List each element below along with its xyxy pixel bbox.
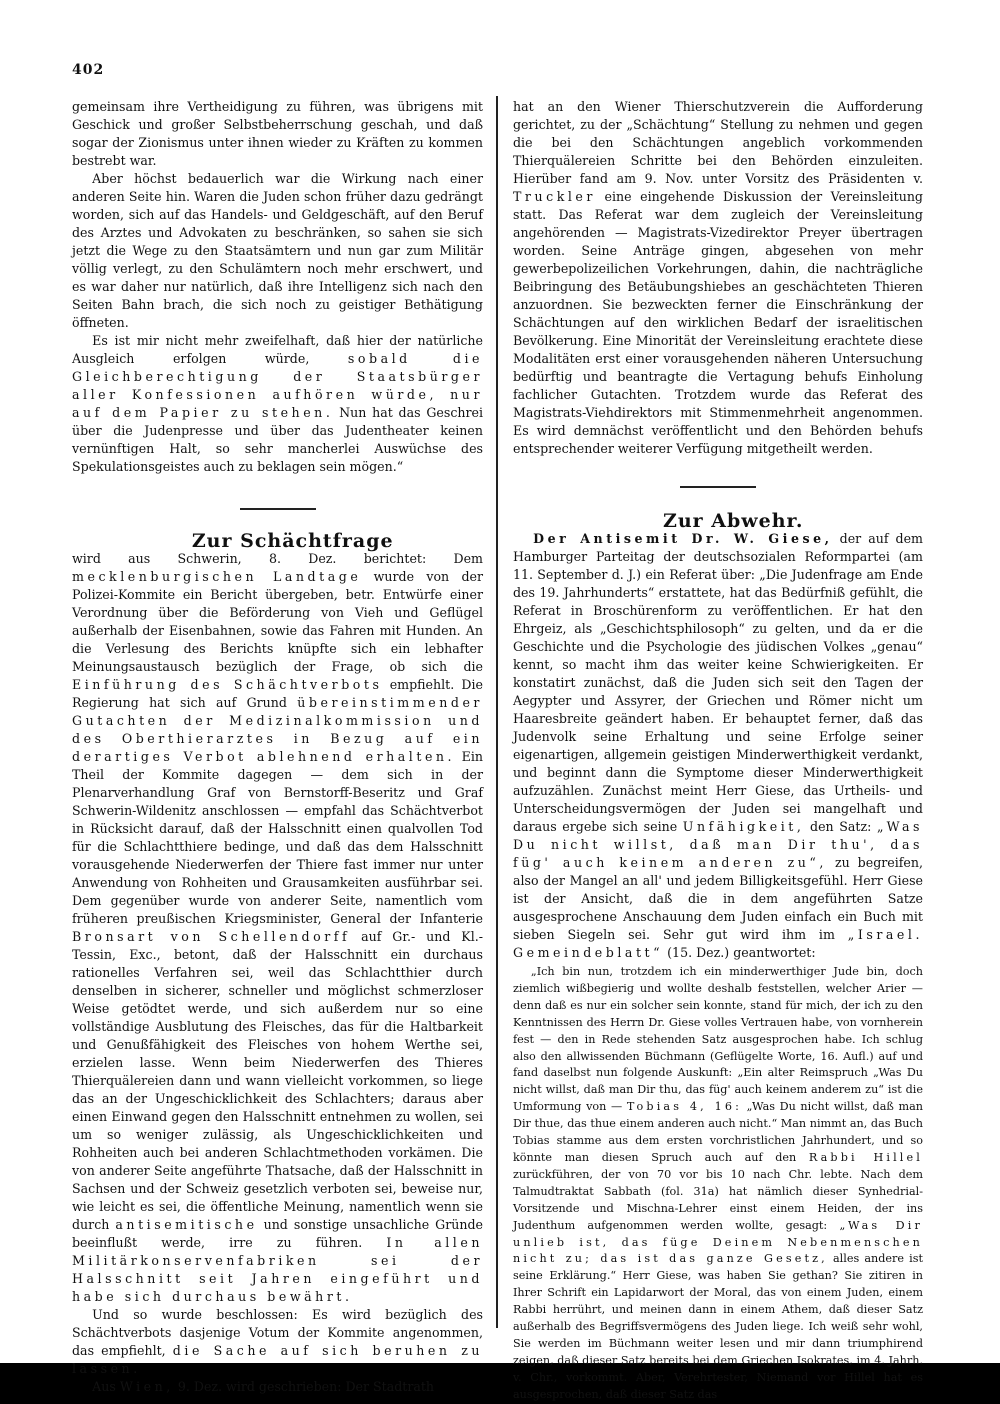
paragraph — [72, 332, 483, 476]
spaced-emphasis: Wien, — [119, 1379, 174, 1394]
paragraph — [72, 1306, 483, 1378]
spaced-emphasis: „Was Du nicht willst, daß man Dir thu', das füg' auch keinem anderen zu“, — [513, 819, 923, 870]
text-run: Es ist mir nicht mehr zweifelhaft, daß hier der natürliche Ausgleich erfolgen würde, — [72, 333, 483, 366]
text-run: Und so wurde beschlossen: Es wird bezüglich des Schächtverbots dasjenige Votum der Kommite angenommen, das empfiehlt, — [72, 1307, 483, 1358]
text-run: den Satz: — [810, 819, 872, 834]
quotation — [513, 964, 923, 1404]
text-run: der auf dem Hamburger Parteitag der deutschsozialen Reformpartei (am 11. September d. J.) ein Referat über: „Die Judenfrage am Ende des 19. Jahrhunderts“ erstattete, hat das Bedürfniß gefühlt, die Referat in Broschürenform zu veröffentlichen. Er hat den Ehrgeiz, als „Geschichtsphilosoph“ zu gelten, und da er die Geschichte und die Psychologie des jüdischen Volkes „genau“ kennt, so macht ihm das weiter keine Schwierigkeiten. Er konstatirt zunächst, daß die Juden sich seit den Tagen der Aegypter und Assyrer, der Griechen und Römer nicht um Haaresbreite geändert haben. Er behauptet ferner, daß das Judenvolk seine Erhaltung und seine Erfolge seiner eigenartigen, allgemein geistigen Minderwerthigkeit verdankt, und beginnt dann die Symptome dieser Minderwerthigkeit aufzuzählen. Zunächst meint Herr Giese, das Urtheils- und Unterscheidungsvermögen der Juden sei mangelhaft und daraus ergebe sich seine — [513, 531, 924, 834]
paragraph — [72, 550, 483, 1306]
text-run: wurde von der Polizei-Kommite ein Bericht übergeben, betr. Entwürfe einer Verordnung über die Beförderung von Vieh und Geflügel außerhalb der Eisenbahnen, sowie das Fahren mit Hunden. An die Verlesung des Berichts knüpfte sich ein lebhafter Meinungsaustausch bezüglich der Frage, ob sich die — [72, 569, 483, 674]
text-run: Aus — [92, 1379, 116, 1394]
text-run: wird aus Schwerin, 8. Dez. berichtet: Dem — [72, 551, 483, 566]
spaced-emphasis: mecklenburgischen Landtage — [72, 569, 362, 584]
spaced-emphasis: Unfähigkeit, — [682, 819, 805, 834]
text-run: „Ich bin nun, trotzdem ich ein minderwerthiger Jude bin, doch ziemlich wißbegierig und wollte deshalb feststellen, welcher Arier — denn daß es nur ein solcher sein konnte, stand für mich, der ich zu den Kenntnissen des Herrn Dr. Giese volles Vertrauen habe, von vornherein fest — den in Rede stehenden Satz ausgesprochen habe. Ich schlug also den allwissenden Büchmann (Geflügelte Worte, 16. Aufl.) auf und fand daselbst nun folgende Auskunft: „Ein alter Reimspruch „Was Du nicht willst, daß man Dir thu, das füg' auch keinem anderem zu“ ist die Umformung von — — [513, 965, 923, 1114]
spaced-emphasis: Bronsart von Schellendorff — [72, 929, 351, 944]
spaced-emphasis: Tobias 4, 16: — [626, 1100, 743, 1114]
page-number: 402 — [72, 62, 105, 78]
spaced-emphasis: „Was Dir unlieb ist, das füge Deinem Nebenmenschen nicht zu; das ist das ganze Gesetz, — [513, 1218, 923, 1266]
paragraph — [513, 98, 923, 458]
section-heading: Zur Abwehr. — [662, 510, 804, 532]
spaced-emphasis: „Israel. Gemeindeblatt“ — [513, 927, 923, 960]
text-run: empfiehlt. Die Regierung hat sich auf Grund — [72, 677, 483, 710]
text-run: zurückführen, der von 70 vor bis 10 nach Chr. lebte. Nach dem Talmudtraktat Sabbath (fol. 31a) hat nämlich dieser Synhedrial-Vorsitzende und Mischna-Lehrer einst einem Heiden, der ins Judenthum aufgenommen werden wollte, gesagt: — [513, 1167, 923, 1232]
text-run: Ein Theil der Kommite dagegen — dem sich in der Plenarverhandlung Graf von Bernstorff-Beseritz und Graf Schwerin-Wildenitz anschlossen — empfahl das Schächtverbot in Rücksicht darauf, daß der Halsschnitt einen qualvollen Tod für die Schlachtthiere bedinge, und daß das dem Halsschnitt vorausgehende Niederwerfen der Thiere fast immer nur unter Anwendung von Rohheiten und Grausamkeiten ausführbar sei. Dem gegenüber wurde von anderer Seite, namentlich vom früheren preußischen Kriegsminister, General der Infanterie — [72, 749, 483, 926]
bold-emphasis: Der Antisemit Dr. W. Giese, — [533, 531, 833, 546]
paragraph — [513, 530, 923, 962]
paragraph: gemeinsam ihre Vertheidigung zu führen, was übrigens mit Geschick und großer Selbstbeherrschung geschah, und daß sogar der Zionismus unter ihnen wieder zu Kräften zu kommen bestrebt war. — [72, 99, 483, 168]
section-divider — [680, 486, 756, 488]
paragraph — [72, 1378, 483, 1396]
spaced-emphasis: Rabbi Hillel — [808, 1150, 923, 1164]
text-run: (15. Dez.) geantwortet: — [667, 945, 816, 960]
right-column — [513, 98, 923, 1404]
text-run: zu begreifen, also der Mangel an all' und jedem Billigkeitsgefühl. Herr Giese ist der Ansicht, daß die in dem angeführten Satze ausgesprochene Anschauung dem Juden einfach ein Buch mit sieben Siegeln sei. Sehr gut wird ihm im — [513, 855, 923, 942]
text-run: eine eingehende Diskussion der Vereinsleitung statt. Das Referat war dem zugleich der Vereinsleitung angehörenden — Magistrats-Vizedirektor Preyer übertragen worden. Seine Anträge gingen, abgesehen von mehr gewerbepolizeilichen Vorkehrungen, dahin, die nachträgliche Beibringung des Betäubungshiebes an geschächteten Thieren anzuordnen. Sie bezweckten ferner die Einschränkung der Schächtungen auf den wirklichen Bedarf der israelitischen Bevölkerung. Eine Minorität der Vereinsleitung erachtete diese Modalitäten erst einer vorausgehenden näheren Untersuchung bedürftig und beantragte die Vertagung behufs Einholung fachlicher Gutachten. Trotzdem wurde das Referat des Magistrats-Viehdirektors mit Stimmenmehrheit angenommen. Es wird demnächst veröffentlicht und den Behörden behufs entsprechender weiterer Verfügung mitgetheilt werden. — [513, 189, 923, 456]
spaced-emphasis: sobald die Gleichberechtigung der Staatsbürger aller Konfessionen aufhören würde, nur auf dem Papier zu stehen. — [72, 351, 483, 420]
text-run: und sonstige unsachliche Gründe beeinflußt werde, irre zu führen. — [72, 1217, 483, 1250]
text-run: 9. Dez. wird geschrieben: Der Stadtrath — [177, 1379, 435, 1394]
text-run: Nun hat das Geschrei über die Judenpresse und über das Judentheater keinen vernünftigen Halt, so sehr mancherlei Auswüchse des Spekulationsgeistes auch zu beklagen sein mögen.“ — [72, 405, 483, 474]
left-column — [72, 98, 483, 1396]
text-run: hat an den Wiener Thierschutzverein die Aufforderung gerichtet, zu der „Schächtung“ Stellung zu nehmen und gegen die bei den Schächtungen angeblich vorkommenden Thierquälereien Schritte bei den Behörden einzuleiten. Hierüber fand am 9. Nov. unter Vorsitz des Präsidenten v. — [513, 99, 923, 186]
section-heading: Zur Schächtfrage — [191, 530, 394, 552]
spaced-emphasis: Einführung des Schächtverbots — [72, 677, 383, 692]
text-run: „Was Du nicht willst, daß man Dir thue, das thue einem anderen auch nicht.“ Man nimmt an, das Buch Tobias stamme aus dem ersten vorchristlichen Jahrhundert, und so könnte man diesen Spruch auch auf den — [513, 1100, 923, 1164]
text-run: alles andere ist seine Erklärung.“ Herr Giese, was haben Sie gethan? Sie zitiren in Ihrer Schrift ein Lapidarwort der Moral, das von einem Juden, einem Rabbi herrührt, und meinen dann in einem Athem, daß dieser Satz außerhalb des Begriffsvermögens des Juden liege. Ich weiß sehr wohl, Sie werden im Büchmann weiter lesen und mir dann triumphirend zeigen, daß dieser Satz bereits bei dem Griechen Isokrates, im 4. Jahrh. v. Chr., vorkommt. Aber, Verehrtester, Niemand vor Hillel hat es ausgesprochen, daß dieser Satz das — [513, 1252, 924, 1401]
spaced-emphasis: die Sache auf sich beruhen zu lassen. — [72, 1343, 483, 1376]
spaced-emphasis: antisemitische — [115, 1217, 258, 1232]
spaced-emphasis: In allen Militärkonservenfabriken sei der Halsschnitt seit Jahren eingeführt und habe sich durchaus bewährt. — [72, 1235, 483, 1304]
paragraph: Aber höchst bedauerlich war die Wirkung nach einer anderen Seite hin. Waren die Juden schon früher dazu gedrängt worden, sich auf das Handels- und Geldgeschäft, auf den Beruf des Arztes und Advokaten zu beschränken, so sahen sie sich jetzt die Wege zu den Staatsämtern und nun gar zum Militär völlig verlegt, zu den Schulämtern noch mehr erschwert, und es war daher nur natürlich, daß ihre Intelligenz sich nach den Seiten Bahn brach, die sich noch zu geistiger Bethätigung öffneten. — [72, 171, 483, 330]
spaced-emphasis: übereinstimmender Gutachten der Medizinalkommission und des Oberthierarztes in Bezug auf ein derartiges Verbot ablehnend erhalten. — [72, 695, 483, 764]
text-run: auf Gr.- und Kl.-Tessin, Exc., betont, daß der Halsschnitt ein durchaus rationelles Verfahren sei, weil das Schlachtthier durch denselben in sicherer, schneller und möglichst schmerzloser Weise getödtet werde, und sich außerdem nur so eine vollständige Ausblutung des Fleisches, das für die Haltbarkeit und Genußfähigkeit des Fleisches von hohem Werthe sei, erzielen lasse. Wenn beim Niederwerfen des Thieres Thierquälereien dann und wann vielleicht vorkommen, so liege das an der Ungeschicklichkeit des Schlachters; daraus aber einen Einwand gegen den Halsschnitt entnehmen zu wollen, sei um so weniger zulässig, als Ungeschicklichkeiten und Rohheiten auch bei anderen Schlachtmethoden vorkämen. Die von anderer Seite angeführte Thatsache, daß der Halsschnitt in Sachsen und der Schweiz gesetzlich verboten sei, beweise nur, wie leicht es sei, die öffentliche Meinung, namentlich wenn sie durch — [72, 929, 483, 1232]
column-divider — [496, 96, 498, 1328]
spaced-emphasis: Truckler — [513, 189, 596, 204]
section-divider — [240, 508, 316, 510]
